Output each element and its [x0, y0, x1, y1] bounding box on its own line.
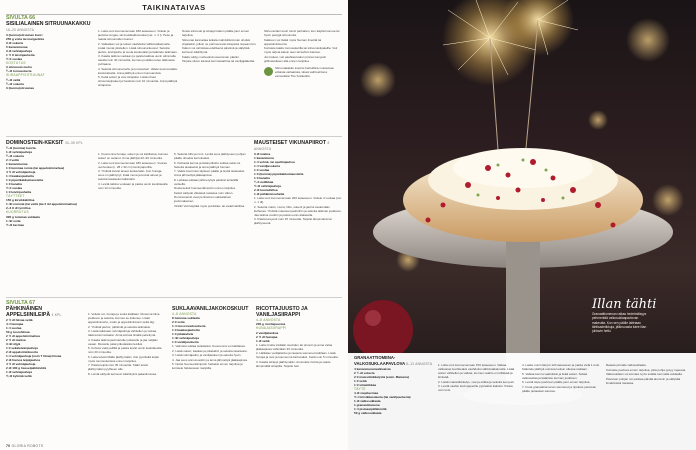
recipe-step: 3. Kaada siirappi jäähtymään. Annostele ricotta ja valele lämpimällä siirapilla. Tarjoile heti. [256, 359, 331, 368]
ingredient-item: 1 rl vehnä- tai speltinjauhoa [254, 160, 295, 164]
recipe-step: Raasta pinnalle valkosuklaata. [606, 363, 647, 367]
recipe-step: Koristele kakku tomusokerilla tai sitruunaviipaleilla. Voit myös tarjota kakun teen tai kahvin kanssa. [264, 46, 338, 54]
ricotta-column [256, 306, 342, 438]
ingredient-item: 3 sitruunan mehu [6, 65, 32, 70]
ingredient-item: 2 tl maissitärkkelystä (esim. Maizena) [354, 375, 409, 379]
step-list [88, 312, 164, 376]
ingredient-item: 1 rl vehnäjauhoja (noin 7 litraa) hiivaa [6, 354, 62, 358]
recipe-title [6, 306, 82, 318]
ingredient-item: 50 g valkosuklaata [354, 411, 382, 416]
recipe-step: 6. Kiehauta kerma ja lisää pilkottu suklaa sekä voi. Sekoita tasaiseksi ja anna jäähtyä hieman. [174, 160, 242, 169]
recipe-step: Nosta sitruunat ja siirappi kakun päälle juuri ennen tarjoilua. [182, 29, 250, 37]
ingredient-item: 2 tl voita [172, 320, 185, 325]
recipe-title-text: PÄHKINÄINEN APPELSIINILEIPÄ [6, 306, 51, 318]
ingredient-list [6, 366, 82, 378]
recipe-title [254, 140, 342, 152]
ingredient-item: 1 kananmuna [254, 156, 274, 160]
ingredient-item: 2–3 tl dl tyrnilloa [6, 206, 31, 211]
ingredient-item: ½ dl vehnäjauhoja [254, 184, 281, 188]
divider [6, 136, 342, 137]
recipe-step: 2. Sekoita maito, muna, hillo, sokerit ja jauhot keskenään kulhossa. Yhdistä mausteet jauhoihin ja sekoita taikinan joukkoon. Jaa taikina vuokiin ja paista uunin alatasolla. [254, 204, 342, 217]
tip-icon [264, 67, 273, 76]
granaatti-recipe-strip [348, 353, 696, 450]
ingredient-item: ¾ dl vettä [6, 77, 21, 82]
ingredient-item: 1 tl pikakahvia [172, 332, 194, 337]
recipe-step: 7. Valele kuorrutus täytteen päälle ja levitä tasaiseksi. Anna jähmettyä jääkaapissa. [174, 169, 245, 177]
recipe-step: Nosta keksit huoneenlämpöön ennen tarjoilua. [174, 186, 236, 190]
vikuna-column [254, 140, 342, 295]
ingredient-list [6, 33, 92, 61]
step-list [98, 152, 168, 190]
recipe-servings: 8–12 ANNOSTA [406, 362, 433, 366]
ingredient-item: 2 dl 100 g hasselpähkinöitä [6, 366, 47, 370]
ingredient-item: 2 rl vettä [6, 158, 19, 162]
tip-box [264, 66, 342, 78]
step-list [174, 152, 246, 186]
steps-column [606, 363, 688, 447]
recipe-step: 6. Levitä täyte pavlovan päälle juuri ennen tarjoilua. [522, 380, 591, 384]
recipe-step: Vinkki! Voit käyttää myös puolukka- tai vadelmahilloa. [174, 203, 245, 208]
recipe-step: 5. Nosta huoneenlämpöön hetkeksi ennen tarjoilua ja koristele halutessasi marjoilla. [172, 362, 243, 371]
recipe-title-text: GRANAATTIOMENA-VALKOSUKLAAPAVLOVA [354, 355, 405, 366]
steps-column [264, 29, 342, 133]
ingredient-item: 1 tl viinietikkaa [354, 383, 377, 387]
recipe-step: 2. Halkaise vaniljatanko ja raaputa siemenet kattilaan. Lisää hunaja ja vesi ja kuumenna kiehuvaksi. Keitä noin 5 minuuttia. [256, 351, 339, 360]
steps-column [98, 152, 168, 295]
recipe-title-text: MAUSTEISET VIKUNAPIIROT [254, 140, 327, 146]
section-label: HUNAJASIIRAPPI [256, 326, 287, 331]
recipe-dominostein [6, 140, 246, 295]
ingredient-item: 1 tl kanelia [6, 182, 22, 186]
ingredient-list [6, 78, 92, 90]
right-page [348, 0, 696, 450]
ingredient-column [6, 15, 92, 133]
steps-column [88, 312, 164, 438]
ingredient-list [172, 316, 252, 344]
recipe-step: 1. Laita uuni kuumenemaan 150 asteeseen. Vatkaa valkuaiset kuohkeaksi vaahdoksi sähkövatkaimella. Lisää sokeri vähitellen ja vatkaa, kunnes vaahto on kiiltävää ja kiinteää. [438, 363, 515, 379]
recipe-step: Dominosteinit ovat perinteinen saksalainen joulumakeinen. [174, 195, 232, 203]
ingredient-item: 1 rl suolaa [6, 326, 22, 330]
steps-column [438, 363, 518, 447]
recipe-step: 2. Yhdistä jauhot, pähkinät ja sekoita taikinaksi. [88, 324, 151, 329]
ingredient-item: 4 dl vispikermaa [354, 391, 379, 396]
recipe-step: 2. Lisää maissitärkkelys, vesi ja etikka ja sekoita kevyesti. [438, 379, 515, 384]
step-list [522, 363, 602, 393]
recipe-appelsiinileipa [6, 300, 166, 438]
ingredient-list [6, 215, 92, 227]
ingredient-item: 3 (luomu)sitruunaa [6, 85, 34, 90]
recipe-step: Koristele pavlova ennen tarjoilua, jotta pohja pysyy rapeana. [606, 367, 687, 372]
step-list [606, 363, 688, 385]
ingredient-item: 1 dl vettä [256, 338, 270, 343]
recipe-suklaakokoskuut [172, 300, 252, 438]
ingredient-item: 2 dl appelsiininkuorta [6, 350, 38, 354]
section-label: TÄYTTEET [6, 194, 25, 198]
recipe-servings: 8 ANNOSTA [254, 141, 330, 151]
step-list [172, 344, 252, 370]
recipe-step: 3. Paista kevyesti noin 15 minuuttia. Tarjoile lämpimänä tai jäähtyneenä. [254, 217, 332, 225]
ingredient-item: 1 tl vettä [354, 379, 367, 383]
ingredient-item: ¾ dl sokeria [6, 81, 24, 86]
ingredient-item: 1 ½ tl leivinjauhetta [6, 53, 35, 57]
recipe-step: 1. Laita ricotta siivilään sieviiden tai pinnoin ja anna valua jääkaapissa vähintään 30 minuuttia. [256, 342, 333, 351]
ingredient-item: 2 dl hienoa leipäjauhoa [6, 358, 41, 362]
ingredient-item: 3 dl sokeria [6, 41, 24, 45]
recipe-title [354, 355, 434, 367]
ingredient-item: 1 tl kanelia [254, 176, 270, 180]
section-label: SIIRAAPPISITRUUNAT [6, 73, 45, 78]
recipe-step: 1. Valmista suklaa suikaleiksi. Kuumenna voi kattilassa. [172, 344, 246, 349]
ingredient-item: 1 tl leivinjauhetta [6, 190, 32, 194]
ingredient-item: 1 granaattiomena [354, 403, 380, 408]
ingredient-item: 2 dl luumuhilloa [254, 188, 278, 192]
ingredient-item: 5 kananmunaa [6, 45, 28, 49]
recipe-step: 2. Laita uuni kuumenemaan 180 asteeseen. Vuoraa uunivuoka (n. 28 x 32 cm) leivinpaperilla. [98, 160, 167, 169]
photo-title: Illan tähti [592, 297, 657, 312]
recipe-step: 4. Sekoita sitruunamehu ja tomusokeri. Valele kuuma kakku kostutuksella. Anna jäähtyä ennen kumoamista. [98, 66, 178, 75]
pavlova-cake [403, 148, 643, 242]
step-list [254, 196, 342, 225]
recipe-vikunapiirot [254, 140, 342, 295]
recipe-step: 2. Lisää sokeri, kaakao ja pikakahvi ja sekoita tasaiseksi. [172, 348, 248, 353]
section-label: KOSTUTUS [6, 61, 26, 65]
recipe-title-text: SISILIALAINEN SITRUUNAKAKKU [6, 21, 91, 27]
ingredient-column [354, 355, 434, 447]
sparkler-glow [442, 0, 574, 86]
page-number: 70 [6, 444, 11, 448]
ingredient-item: 1 rl kaakaojauhetta [6, 174, 34, 178]
ingredient-item: 300 g tummaa suklaata [6, 214, 40, 219]
ingredient-item: 2 ½ dl maitoa [6, 338, 26, 342]
ingredient-item: 1 tl vanilijasokeria [172, 340, 199, 345]
recipe-step: 1. Laita uuni kuumenemaan 180 asteeseen. Voitele ja jauhota rengas- tai kuusikakkuvuoka (vet. n. 2 l). Pese ja raasta sitruunoiden kuoret. [98, 29, 174, 41]
recipe-step: Pavlovan pohjan voi paistaa päivää aiemmin ja säilyttää ilmatiiviissä rasiassa. [606, 376, 681, 385]
ingredient-item: 4 ½ dl vehnäjauhoja [6, 170, 36, 174]
ingredient-item: 50 g tuorehiivaa [6, 330, 30, 334]
ingredient-item: 1 rkl voita [6, 218, 21, 223]
recipe-step: 5. Vatkaa kerma vaahdoksi ja lisää sokeri. Sulata valkosuklaa ja kääntele kerman joukkoon. [522, 371, 588, 380]
ingredient-item: 4 rl hunajaa [6, 322, 24, 326]
recipe-step: 4. Jaa seos annosvuokiin ja anna jähmettyä jääkaapissa. [172, 357, 248, 362]
recipe-step: 1. Laita uuni kuumenemaan 200 asteeseen. Voitele 4 vuokaa (vet. n. 1 dl). [254, 196, 342, 204]
ingredient-column [6, 140, 92, 295]
ingredient-list [254, 152, 342, 188]
step-list [182, 29, 260, 63]
recipe-ricotta [256, 300, 342, 438]
ingredient-list [256, 331, 342, 343]
recipe-step: 5. Keitä sokeri ja vesi siirapiksi. Lisää ohuet sitruunaviipaleet ja hauduta noin 10 minuuttia. Anna jäähtyä siirapissa. [98, 75, 178, 87]
steps-column [182, 29, 260, 133]
step-list [98, 29, 178, 87]
recipe-step: 4. Laske uunin lämpö 120 asteeseen ja paista vielä 1 tunti. Kääntele jäähtyä uunissa luukun ollessa raollaan. [522, 363, 600, 371]
ingredient-item: 1 dl pähkinärouhetta [254, 192, 285, 196]
recipe-servings: 16–20 ANNOSTA [6, 28, 35, 32]
recipe-step: Jos haluat, voit paahtaa kakun pinnan kevyesti grillivastuksen alla ennen tarjoilua. [264, 54, 327, 63]
recipe-title [256, 306, 342, 318]
ingredient-list [6, 146, 92, 194]
ingredient-item: 2 vaniljatankoa [256, 330, 279, 335]
recipe-step: 2. Vatkataan voi ja sokeri vaahdoksi sähkövatkaimella. Lisää munat yksitellen. Lisää sitruunankuoret. Sekoita jauhot, leivinjauhe ja suola keskenään ja kääntele taikinaan. [98, 41, 178, 54]
ingredient-list [254, 188, 342, 196]
recipe-step: 8. Leikkaa suklaan jähmetyttyä paloiksi terävällä veitsellä. [174, 177, 239, 186]
ingredient-item: 8 tummaa suklaata [172, 316, 200, 321]
ingredient-item: 1 rkl vehnäjauhoja [172, 336, 199, 341]
recipe-step: 4. Levitä taikina vuokaan ja paista uunin keskitasolla noin 12 minuuttia. [98, 181, 168, 190]
ingredient-item: 1 tl piparikakkumaustetta [6, 178, 44, 182]
ingredient-item: ½ tl suolaa [6, 57, 22, 61]
ingredient-item: 1 rl pistaasipähkinöitä [354, 407, 387, 412]
ingredient-item: 1 tl suolaa [254, 168, 270, 172]
ingredient-item: 4 kananmunanvalkuaista [354, 367, 391, 371]
ingredient-item: ¾ dl (tumma) kuorta [6, 146, 36, 150]
ingredient-item: 3 dl vehnäjauhoja [6, 49, 32, 53]
recipe-step: 5. Sekoita hillo ja romi. Levitä seos jäähtyneen pohjan päälle ohueksi kerrokseksi. [174, 152, 246, 160]
ingredient-item: 4 ½ dl vehnäjauhoja [6, 362, 36, 366]
ingredient-item: 2 ¼ dl sokeria [354, 371, 375, 375]
recipe-step: 3. Lisää vehnäjauho ja vaniljasokeri ja sekoita hyvin. [172, 353, 242, 358]
recipe-step: 3. Levitä vaahto leivinpaperille pyöreäksi kakuksi. Paista noin tunti. [438, 384, 513, 392]
page-title: TAIKINATAIVAS [6, 3, 342, 15]
recipe-step: 4. Kaada taikina jauhotetulle työtasolle ja jaa neljään osaan. Muotoile palat pitkulaisiksi leiviksi. [88, 337, 158, 346]
recipe-step: 7. Irrota granaattiomenan siemenet ja ripottele pavlovan päälle pistaasien kanssa. [522, 384, 597, 393]
ingredient-item: 3 rkl öljyä [6, 342, 21, 346]
step-list [264, 29, 342, 63]
page-footer [6, 444, 43, 448]
recipe-step: Tarjoile siivun kanssa kermavaahtoa tai vaniljajäätelöä. [182, 59, 255, 63]
recipe-step: 8. Leivät säilyvät kelmuun käärittyinä pakastimessa. [88, 371, 157, 376]
step-list [438, 363, 518, 392]
recipe-step: 3. Kaada taikina vuokaan ja paista kakkua uunin alimmalla tasolla noin 40 minuuttia, kunnes puutikku tulee taikinasta puhtaana. [98, 54, 176, 66]
section-label: KUORRUTUS [6, 210, 29, 215]
ingredient-list [6, 198, 92, 210]
ingredient-item: 1 tl tummaa romia (tai appelsiinimehua) [6, 166, 65, 170]
ingredient-item: 1 tl kaakaojauhetta [172, 328, 200, 333]
recipe-step: Valkosuklaan voi korvata myös sulalla tummalla suklaalla. [606, 372, 683, 376]
ingredient-item: 1 rl vaniljasokeria [254, 164, 280, 168]
recipe-step: 3. Lisää taikinaan vehnäjauhoja vähitellen ja vaivaa taikina kimmoisaksi. Anna kohota liinalla peitettynä. [88, 329, 157, 337]
recipe-step: Kakku säilyy mehevänä useamman päivän. [182, 54, 240, 59]
ingredient-item: 3 (luomu)sitruunan kuori [6, 33, 43, 37]
recipe-step: Kakun voi valmistaa edellisenä päivänä ja säilyttää kelmuun käärittynä. [182, 46, 250, 54]
divider [6, 297, 342, 298]
recipe-title-text: DOMINOSTEIN-KEKSIT [6, 140, 64, 146]
photo-caption: Granaattiomenan raikas hedelmäisyys pehmentää valkosuklaapavlovan makeutta. Kun sen päälle laitetaan tähtisadetikkuja, jälkiruoasta tulee illan juhlavin hetki. [592, 312, 647, 334]
page-reference: SIVULTA 67 [6, 300, 36, 306]
ingredient-item: 1 tl sekaleivänjauhoja [6, 346, 38, 350]
recipe-step: Sitruunat kannattaa leikata mahdollisimman ohuiksi viipaleiksi, jolloin ne pehmenevät siirapissa nopeammin. [182, 37, 257, 46]
ingredient-item: 2 ½ dl appelsiinimehua [6, 334, 40, 338]
recipe-step: 6. Laita leivät ritilälle jäähtymään. Voit pyöritellä leipiä myös tomusokerissa ennen tarjoilua. [88, 354, 159, 363]
magazine-name: GLORIA ROBOTS [11, 444, 44, 448]
ingredient-list [6, 318, 82, 366]
ingredient-item: ½ dl kylmää vettä [6, 374, 32, 378]
ingredient-item: 1 dl vehnäjauhoja [6, 150, 32, 154]
recipe-step: 3. Yhdistä kuivat aineet keskenään. Kun hunaja-seos on jäähtynyt, lisää muna ja kuivat aineet ja sekoita tasaiseksi taikinaksi. [98, 169, 163, 181]
ingredient-item: ¼ tl neilikkaa [254, 180, 274, 184]
recipe-title-text: SUKLAAVANILJAKOKOSKUUT [172, 306, 249, 312]
ingredient-list [354, 391, 434, 415]
recipe-sitruunakakku [6, 15, 342, 133]
ingredient-list [354, 367, 434, 387]
ingredient-item: 1 rkl rommia (tai vettä (tai 2 rkl appelsiinimehua) [6, 202, 77, 207]
recipe-step: 1. Kuumenna hunaja, sokeri ja voi kattilassa, kunnes sokeri on sulanut. Anna jäähtyä 20–30 minuuttia. [98, 152, 168, 160]
ingredient-item: ½ tl suolaa [6, 186, 22, 190]
ingredient-item: ½ dl kermaa [6, 222, 24, 227]
recipe-step: 1. Voitele voi, hunaja ja suola kattilaan. Murenna hiiva joukkoon ja sekoita, kunnes se liukenee. Lisää appelsiinimehu, maito ja appelsiininkuori sekä öljy. [88, 312, 160, 324]
recipe-step: Kakkuun voi lisätä myös hieman limettiä tai appelsiininkuorta. [264, 37, 322, 46]
christmas-ornament [353, 300, 413, 360]
steps-column [522, 363, 602, 447]
ingredient-item: 2 ½ dl hunajaa [256, 334, 278, 339]
recipe-servings: 4–8 ANNOSTA [256, 318, 281, 322]
ingredient-item: 1 tl (tumma) piparkakkumaustetta [254, 172, 304, 176]
recipe-servings: 4 KPL [51, 313, 62, 317]
ingredient-item: 150 g kirsikkahilloa [6, 198, 35, 203]
ingredient-item: 2 ½ dl hiivaa vettä [6, 318, 33, 322]
ingredient-item: 1 dl valkosuklaata [354, 399, 381, 404]
recipe-step: Sitruunoiden kuori toimii parhaiten, kun käytät luomua tai hyvin pestyjä sitruunoita. [264, 29, 340, 37]
recipe-title-text: RICOTTAJUUSTO JA VANILJASIIRAPPI [256, 306, 308, 318]
ingredient-item: 1 rl muscovadosokeria [172, 324, 206, 329]
recipe-step: 5. Kohota vielä pellillä ja paista leivät uunin keskitasolla noin 20 minuuttia. [88, 346, 162, 354]
ingredient-item: ¾ dl tomusokeria [6, 69, 32, 74]
ingredient-item: 250 g voita tai margariinia [6, 37, 44, 41]
ingredient-item: 1 dl vehnäjauhoja [6, 370, 32, 374]
section-label: TÄYTE [354, 387, 366, 391]
ingredient-item: ¾ dl sokeria [6, 154, 24, 158]
recipe-step: Keksit säilyvät viileässä rasiassa noin viikon. [174, 190, 234, 195]
step-list [174, 186, 246, 208]
steps-column [98, 29, 178, 133]
recipe-granaattiomena [354, 355, 690, 447]
recipe-title [6, 21, 92, 33]
ingredient-item: 1 kananmunaa [6, 162, 28, 166]
suklaa-column [172, 306, 252, 438]
ingredient-item: 3 dl maitoa [254, 152, 271, 156]
recipe-servings: 4–8 ANNOSTA [172, 312, 197, 316]
step-list [256, 343, 342, 368]
recipe-step: 7. Paista leipiä noin 45 minuuttia. Kääri leivät jäähtymään pyyhkeen alle. [88, 363, 148, 371]
steps-column [174, 152, 246, 295]
ingredient-item: ½ rl kirsikkasokeria (tai vaniljasokeria) [354, 395, 411, 400]
ingredient-item: 200 g ricottajuustoa [256, 322, 286, 327]
recipe-servings: 30–35 KPL [64, 141, 83, 145]
ingredient-column [6, 300, 82, 438]
page-reference: SIVULTA 66 [6, 15, 36, 21]
ingredient-list [6, 65, 92, 73]
tip-text: Sitruunakakku inspiroi herkullisia muutamaa erilaista variaatiota, tässä vaihtoehtona esimerkiksi The Kotikeittiö. [275, 65, 334, 78]
